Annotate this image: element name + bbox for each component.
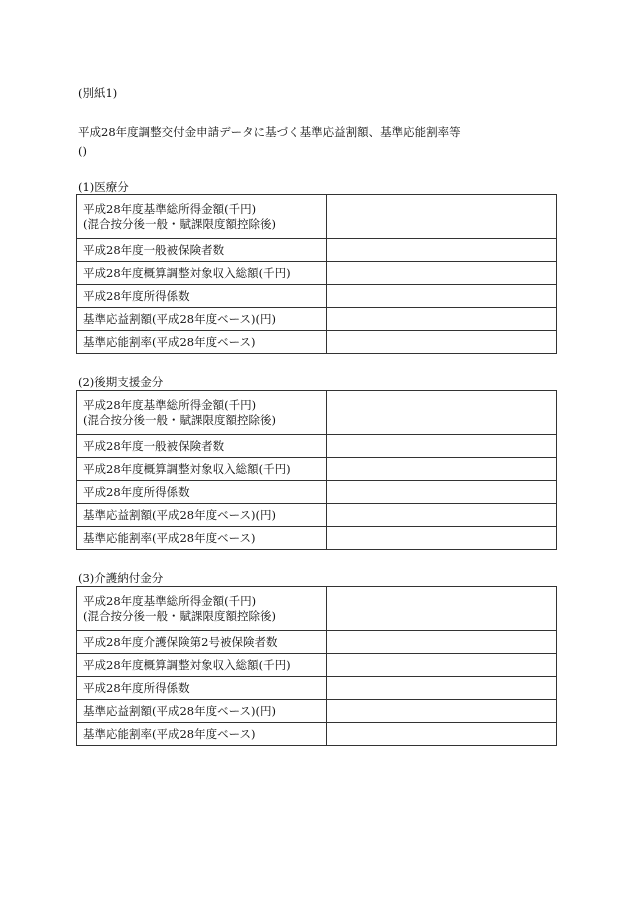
table-row bbox=[77, 723, 557, 746]
section-table-medical bbox=[76, 194, 557, 354]
value-cell[interactable] bbox=[326, 527, 556, 550]
table-row bbox=[77, 654, 557, 677]
row-label: 平成28年度概算調整対象収入総額(千円) bbox=[77, 654, 327, 677]
table-row bbox=[77, 481, 557, 504]
row-label-line2: (混合按分後一般・賦課限度額控除後) bbox=[83, 608, 276, 623]
row-label-line2: (混合按分後一般・賦課限度額控除後) bbox=[83, 412, 276, 427]
value-cell[interactable] bbox=[326, 435, 556, 458]
row-label-line1: 平成28年度基準総所得金額(千円) bbox=[83, 201, 257, 216]
row-label: 基準応能割率(平成28年度ベース) bbox=[77, 527, 327, 550]
value-cell[interactable] bbox=[326, 631, 556, 654]
row-label: 平成28年度所得係数 bbox=[77, 677, 327, 700]
value-cell[interactable] bbox=[326, 195, 556, 239]
value-cell[interactable] bbox=[326, 677, 556, 700]
section-table-care bbox=[76, 586, 557, 746]
table-row bbox=[77, 239, 557, 262]
value-cell[interactable] bbox=[326, 239, 556, 262]
table-row bbox=[77, 331, 557, 354]
row-label: 基準応能割率(平成28年度ベース) bbox=[77, 723, 327, 746]
table-row bbox=[77, 458, 557, 481]
table-row bbox=[77, 262, 557, 285]
value-cell[interactable] bbox=[326, 504, 556, 527]
table-row bbox=[77, 587, 557, 631]
table-row bbox=[77, 631, 557, 654]
attachment-note: (別紙1) bbox=[78, 86, 118, 100]
row-label: 平成28年度所得係数 bbox=[77, 481, 327, 504]
value-cell[interactable] bbox=[326, 481, 556, 504]
value-cell[interactable] bbox=[326, 391, 556, 435]
table-row bbox=[77, 195, 557, 239]
value-cell[interactable] bbox=[326, 308, 556, 331]
row-label: 平成28年度介護保険第2号被保険者数 bbox=[77, 631, 327, 654]
row-label-line1: 平成28年度基準総所得金額(千円) bbox=[83, 397, 257, 412]
value-cell[interactable] bbox=[326, 587, 556, 631]
title-parenthetical: () bbox=[78, 144, 87, 158]
table-row bbox=[77, 391, 557, 435]
row-label: 平成28年度概算調整対象収入総額(千円) bbox=[77, 262, 327, 285]
row-label: 平成28年度概算調整対象収入総額(千円) bbox=[77, 458, 327, 481]
value-cell[interactable] bbox=[326, 262, 556, 285]
section-heading-support: (2)後期支援金分 bbox=[78, 375, 164, 389]
value-cell[interactable] bbox=[326, 723, 556, 746]
row-label: 平成28年度所得係数 bbox=[77, 285, 327, 308]
document-title: 平成28年度調整交付金申請データに基づく基準応益割額、基準応能割率等 bbox=[78, 125, 461, 139]
row-label: 基準応益割額(平成28年度ベース)(円) bbox=[77, 308, 327, 331]
table-row bbox=[77, 700, 557, 723]
row-label-line2: (混合按分後一般・賦課限度額控除後) bbox=[83, 216, 276, 231]
value-cell[interactable] bbox=[326, 285, 556, 308]
section-table-support bbox=[76, 390, 557, 550]
value-cell[interactable] bbox=[326, 458, 556, 481]
section-heading-care: (3)介護納付金分 bbox=[78, 571, 164, 585]
row-label: 基準応益割額(平成28年度ベース)(円) bbox=[77, 504, 327, 527]
row-label: 基準応益割額(平成28年度ベース)(円) bbox=[77, 700, 327, 723]
row-label bbox=[77, 195, 327, 239]
value-cell[interactable] bbox=[326, 654, 556, 677]
row-label: 基準応能割率(平成28年度ベース) bbox=[77, 331, 327, 354]
table-row bbox=[77, 504, 557, 527]
table-row bbox=[77, 308, 557, 331]
row-label: 平成28年度一般被保険者数 bbox=[77, 239, 327, 262]
table-row bbox=[77, 285, 557, 308]
table-row bbox=[77, 677, 557, 700]
row-label: 平成28年度一般被保険者数 bbox=[77, 435, 327, 458]
row-label bbox=[77, 391, 327, 435]
value-cell[interactable] bbox=[326, 700, 556, 723]
value-cell[interactable] bbox=[326, 331, 556, 354]
table-row bbox=[77, 435, 557, 458]
table-row bbox=[77, 527, 557, 550]
row-label bbox=[77, 587, 327, 631]
section-heading-medical: (1)医療分 bbox=[78, 180, 129, 194]
row-label-line1: 平成28年度基準総所得金額(千円) bbox=[83, 593, 257, 608]
